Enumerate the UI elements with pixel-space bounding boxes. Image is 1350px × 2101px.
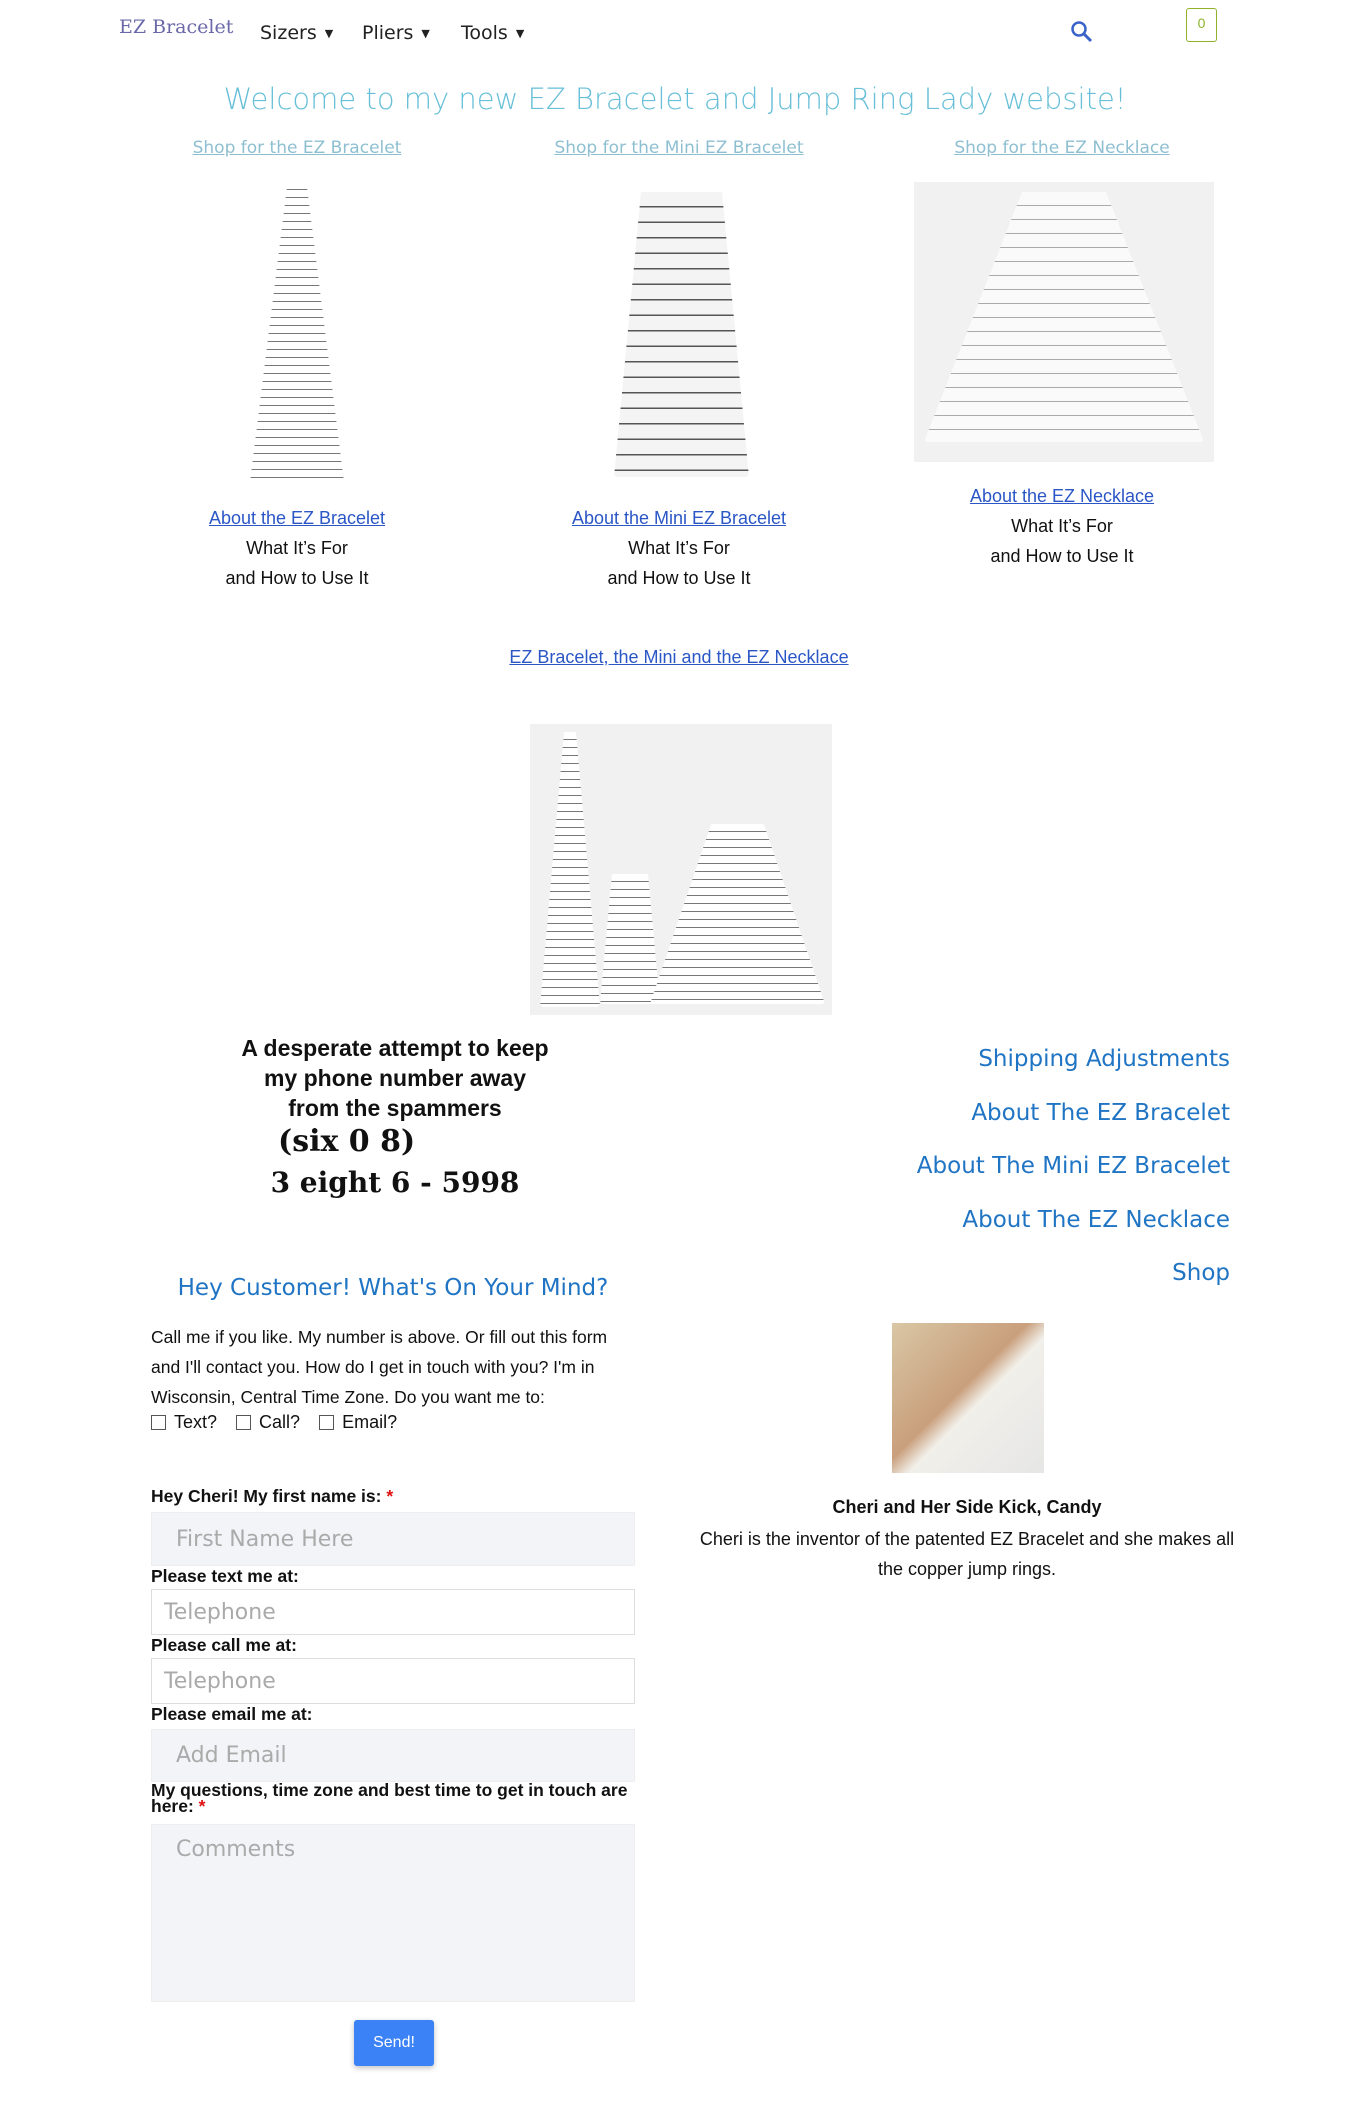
chevron-down-icon: ▼ (324, 27, 334, 40)
side-link-shop[interactable]: Shop (1172, 1260, 1230, 1286)
text-phone-input[interactable]: Telephone (151, 1589, 635, 1635)
about-necklace-link[interactable]: About the EZ Necklace (969, 486, 1155, 506)
cart-count: 0 (1197, 15, 1206, 31)
cheri-and-candy-photo (892, 1323, 1044, 1473)
option-label: Call? (259, 1412, 301, 1432)
option-text[interactable] (151, 1412, 217, 1432)
call-label: Please call me at: (151, 1635, 297, 1655)
checkbox[interactable] (151, 1415, 166, 1430)
option-email[interactable] (319, 1412, 397, 1432)
form-heading: Hey Customer! What's On Your Mind? (177, 1275, 609, 1301)
nav-tools[interactable] (461, 22, 524, 44)
call-phone-input[interactable]: Telephone (151, 1658, 635, 1704)
nav-pliers[interactable] (362, 22, 430, 44)
side-link-about-necklace[interactable]: About The EZ Necklace (962, 1207, 1230, 1233)
nav-label: Pliers (362, 22, 414, 44)
nav-label: Sizers (260, 22, 317, 44)
shop-ez-bracelet-link[interactable]: Shop for the EZ Bracelet (192, 138, 402, 158)
required-mark: * (386, 1486, 394, 1506)
option-label: Email? (342, 1412, 398, 1432)
ez-bracelet-image[interactable] (250, 182, 344, 482)
checkbox[interactable] (319, 1415, 334, 1430)
product-subtitle: and How to Use It (990, 546, 1134, 566)
side-link-about-mini[interactable]: About The Mini EZ Bracelet (916, 1153, 1230, 1179)
side-link-about-bracelet[interactable]: About The EZ Bracelet (971, 1100, 1230, 1126)
cart-button[interactable] (1186, 8, 1217, 42)
combined-products-link[interactable]: EZ Bracelet, the Mini and the EZ Necklace (509, 647, 849, 667)
phone-image-text: 3 eight 6 - 5998 (270, 1166, 520, 1199)
phone-image-text: from the spammers (288, 1095, 502, 1121)
page-title: Welcome to my new EZ Bracelet and Jump Ring Lady website! (223, 82, 1127, 116)
search-icon[interactable] (1070, 20, 1094, 49)
email-input[interactable]: Add Email (151, 1729, 635, 1782)
product-subtitle: What It’s For (246, 538, 348, 558)
product-subtitle: What It’s For (628, 538, 730, 558)
option-label: Text? (174, 1412, 218, 1432)
phone-number-image (236, 1033, 554, 1229)
comments-label: My questions, time zone and best time to get in touch are here: * (151, 1780, 628, 1816)
phone-image-text: (six 0 8) (278, 1124, 416, 1159)
comments-textarea[interactable]: Comments (151, 1824, 635, 2002)
shop-necklace-link[interactable]: Shop for the EZ Necklace (954, 138, 1170, 158)
chevron-down-icon: ▼ (421, 27, 430, 40)
required-mark: * (198, 1796, 206, 1816)
form-intro: Call me if you like. My number is above. Or fill out this form and I'll contact you. How do I get in touch with you? I'm in Wisconsin, Central Time Zone. Do you want me to: (151, 1327, 608, 1407)
about-ez-bracelet-link[interactable]: About the EZ Bracelet (208, 508, 386, 528)
first-name-input[interactable]: First Name Here (151, 1512, 635, 1566)
phone-image-text: A desperate attempt to keep (241, 1035, 549, 1061)
mini-bracelet-image[interactable] (614, 192, 749, 477)
all-sizers-image (530, 724, 832, 1015)
phone-image-text: my phone number away (263, 1065, 526, 1091)
site-logo[interactable]: EZ Bracelet (119, 16, 234, 38)
photo-caption: Cheri and Her Side Kick, Candy (832, 1497, 1102, 1517)
first-name-label: Hey Cheri! My first name is: * (151, 1486, 394, 1506)
contact-options (151, 1412, 397, 1433)
shop-mini-bracelet-link[interactable]: Shop for the Mini EZ Bracelet (554, 138, 804, 158)
text-label: Please text me at: (151, 1566, 299, 1586)
checkbox[interactable] (236, 1415, 251, 1430)
option-call[interactable] (236, 1412, 300, 1432)
about-mini-bracelet-link[interactable]: About the Mini EZ Bracelet (571, 508, 787, 528)
chevron-down-icon: ▼ (515, 27, 525, 40)
send-button[interactable]: Send! (354, 2020, 434, 2066)
profile-bio: Cheri is the inventor of the patented EZ Bracelet and she makes all the copper jump rings. (699, 1529, 1235, 1579)
product-subtitle: and How to Use It (225, 568, 369, 588)
necklace-image[interactable] (914, 182, 1214, 462)
product-subtitle: and How to Use It (607, 568, 751, 588)
nav-label: Tools (461, 22, 508, 44)
product-subtitle: What It’s For (1011, 516, 1113, 536)
email-label: Please email me at: (151, 1704, 313, 1724)
side-link-shipping[interactable]: Shipping Adjustments (978, 1046, 1230, 1072)
nav-sizers[interactable] (260, 22, 333, 44)
